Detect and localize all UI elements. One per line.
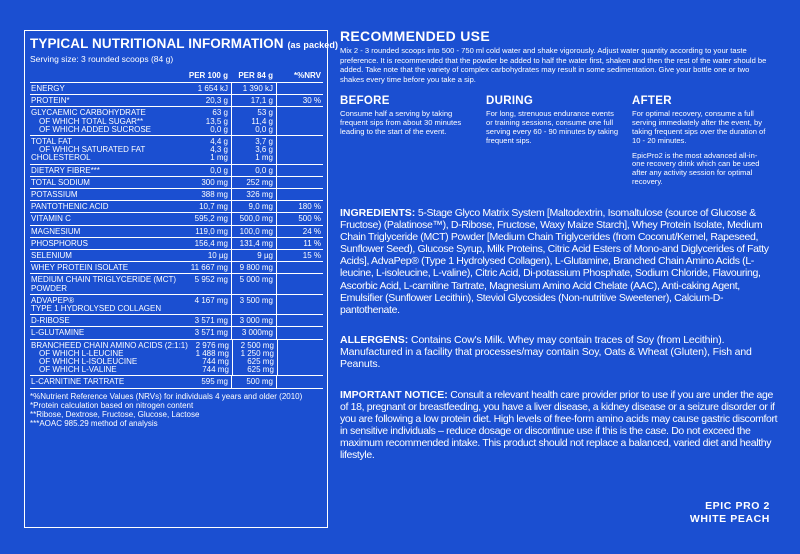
- serving-size: Serving size: 3 rounded scoops (84 g): [30, 54, 174, 64]
- value-per-serving: 100,0 mg: [239, 226, 273, 236]
- phase-text: For long, strenuous endurance events or training sessions, consume one full serving every 60 - 90 minutes by taking frequent sips.: [486, 109, 619, 145]
- nutrient-name: PHOSPHORUS: [31, 238, 88, 248]
- value-per-100g-cell: [187, 226, 231, 237]
- table-row: [30, 136, 323, 165]
- nutrient-name: BRANCHEED CHAIN AMINO ACIDS (2:1:1): [31, 340, 188, 350]
- product-flavour: WHITE PEACH: [689, 513, 770, 525]
- value-per-100g: 4,3 g: [210, 145, 228, 155]
- nutrient-name-cell: [30, 315, 187, 326]
- value-per-serving-cell: [231, 201, 276, 212]
- table-row: [30, 107, 323, 136]
- nutrient-name: ENERGY: [31, 84, 65, 93]
- value-nrv-cell: [276, 177, 323, 188]
- value-per-100g: 595,2 mg: [194, 214, 228, 224]
- value-per-serving: 500 mg: [246, 377, 273, 387]
- value-nrv: 24 %: [302, 226, 321, 236]
- table-row: [30, 327, 323, 339]
- allergens-block: [340, 334, 778, 370]
- nutrient-name-cell: [30, 327, 187, 338]
- value-per-serving-cell: [231, 250, 276, 261]
- table-row: [30, 274, 323, 294]
- phase-after: [632, 95, 778, 186]
- value-nrv: [277, 297, 321, 305]
- value-per-100g: 10 µg: [207, 251, 228, 261]
- value-per-100g: 5 952 mg: [194, 275, 228, 285]
- value-nrv: [277, 179, 321, 187]
- phase-text: For optimal recovery, consume a full serving immediately after the event, by taking frequent sips over the duration of 10 - 20 minutes.: [632, 109, 766, 145]
- value-nrv: 30 %: [302, 96, 321, 106]
- table-row: [30, 226, 323, 238]
- value-per-serving-cell: [231, 262, 276, 273]
- value-nrv-cell: [276, 165, 323, 176]
- value-per-serving: 625 mg: [247, 365, 274, 375]
- value-per-serving-cell: [231, 226, 276, 237]
- value-per-serving-cell: [231, 327, 276, 338]
- value-per-serving: 3,7 g: [255, 137, 273, 147]
- table-row: [30, 95, 323, 107]
- product-name: EPIC PRO 2: [705, 500, 770, 512]
- ingredients-label: INGREDIENTS:: [340, 207, 416, 219]
- nutrient-name: PROTEIN*: [31, 96, 70, 106]
- phase-before: [340, 95, 486, 186]
- value-nrv: [277, 118, 321, 126]
- value-per-100g: [187, 285, 228, 293]
- nutrient-name: TYPE 1 HYDROLYSED COLLAGEN: [31, 304, 162, 314]
- table-row: [30, 213, 323, 225]
- nutrient-name: PANTOTHENIC ACID: [31, 202, 109, 212]
- value-nrv-cell: [277, 340, 323, 376]
- table-row: [30, 315, 323, 327]
- value-per-serving: 5 000 mg: [239, 275, 273, 285]
- value-per-100g: 11 667 mg: [190, 263, 228, 273]
- value-nrv-cell: [276, 376, 323, 387]
- value-per-serving-cell: [231, 177, 276, 188]
- value-per-serving: 1 250 mg: [240, 348, 274, 358]
- value-per-100g-cell: [187, 201, 231, 212]
- nutrient-name: GLYCAEMIC CARBOHYDRATE: [31, 108, 146, 118]
- value-nrv-cell: [276, 95, 323, 106]
- nutrient-name: L-GLUTAMINE: [31, 328, 85, 338]
- value-per-100g-cell: [187, 83, 231, 94]
- nutrient-name: OF WHICH SATURATED FAT: [39, 145, 146, 155]
- table-row: [30, 250, 323, 262]
- value-per-100g: 388 mg: [201, 190, 228, 200]
- usage-phases: [340, 95, 780, 186]
- nutrient-name: OF WHICH L-ISOLEUCINE: [39, 357, 138, 367]
- nutrient-name-cell: [30, 295, 187, 314]
- notice-label: IMPORTANT NOTICE:: [340, 389, 448, 401]
- value-per-100g: 119,0 mg: [195, 226, 228, 236]
- table-header: [30, 69, 323, 83]
- phase-title: AFTER: [632, 95, 672, 108]
- nutrient-name-cell: [30, 189, 187, 200]
- value-per-serving: 2 500 mg: [240, 340, 274, 350]
- value-per-100g-cell: [187, 250, 231, 261]
- value-per-serving-cell: [231, 315, 276, 326]
- nutrient-name: CHOLESTEROL: [31, 153, 91, 163]
- value-per-serving-cell: [231, 274, 276, 293]
- nutrient-name: MEDIUM CHAIN TRIGLYCERIDE (MCT): [31, 275, 177, 285]
- value-nrv: [277, 146, 321, 154]
- product-name-block: [690, 500, 770, 526]
- value-nrv: [277, 285, 321, 293]
- nutrient-name: VITAMIN C: [31, 214, 71, 224]
- recommended-title: RECOMMENDED USE: [340, 28, 490, 44]
- value-per-100g-cell: [187, 95, 231, 106]
- allergens-label: ALLERGENS:: [340, 334, 409, 346]
- value-nrv-cell: [276, 295, 323, 314]
- nutrient-name: SELENIUM: [31, 251, 72, 261]
- phase-title: DURING: [486, 95, 534, 108]
- nutrient-name: D-RIBOSE: [31, 316, 70, 326]
- value-per-100g-cell: [187, 189, 231, 200]
- value-nrv-cell: [276, 136, 323, 164]
- value-nrv: [278, 366, 321, 374]
- value-per-100g: 1 654 kJ: [197, 84, 228, 93]
- nutrition-table-body: [30, 83, 323, 389]
- value-per-100g: 3 571 mg: [194, 316, 228, 326]
- table-row: [30, 238, 323, 250]
- value-per-100g-cell: [187, 262, 231, 273]
- value-per-100g-cell: [188, 340, 232, 376]
- value-per-100g: 10,7 mg: [199, 202, 228, 212]
- nutrient-name: MAGNESIUM: [31, 226, 81, 236]
- value-nrv: [277, 109, 321, 117]
- value-per-serving: 9 800 mg: [239, 263, 273, 273]
- nutrition-panel: [24, 30, 339, 528]
- value-nrv: [277, 317, 321, 325]
- phase-text: Consume half a serving by taking frequent sips from about 30 minutes leading to the start of the event.: [340, 109, 462, 136]
- nutrient-name-cell: [30, 226, 187, 237]
- value-nrv-cell: [276, 262, 323, 273]
- value-nrv: [277, 154, 321, 162]
- value-per-serving-cell: [231, 165, 276, 176]
- nutrient-name-cell: [30, 177, 187, 188]
- value-per-serving-cell: [231, 83, 276, 94]
- phase-title: BEFORE: [340, 95, 390, 108]
- ingredients-block: [340, 207, 778, 316]
- recommended-text: Mix 2 - 3 rounded scoops into 500 - 750 ml cold water and shake vigorously. Adjust water quantity according to your taste preference. It is recommended that the powder be added to half the water first, shaken and then the rest of the water should be added. Take note that the variety of complex carbohydrates may result in some sedimentation. Give your bottle one or two shakes every time before you take a sip.: [340, 46, 767, 84]
- value-per-serving: 500,0 mg: [239, 214, 273, 224]
- value-per-100g: 1 mg: [210, 153, 228, 163]
- nutrient-name-cell: [30, 83, 187, 94]
- nutrient-name-cell: [30, 262, 187, 273]
- nutrient-name-cell: [30, 238, 187, 249]
- nutrient-name: ADVAPEP®: [31, 295, 75, 305]
- value-per-100g: [187, 305, 228, 313]
- header-per-serving: PER 84 g: [238, 71, 273, 80]
- nutrient-name: POWDER: [31, 283, 67, 293]
- table-row: [30, 165, 323, 177]
- value-nrv: [277, 264, 321, 272]
- value-per-100g: 744 mg: [202, 357, 229, 367]
- nutrient-name: TOTAL SODIUM: [31, 177, 90, 187]
- value-per-100g-cell: [187, 315, 231, 326]
- nutrient-name-cell: [30, 136, 187, 164]
- value-per-serving-cell: [231, 213, 276, 224]
- nutrient-name-cell: [30, 107, 187, 135]
- value-per-100g: 4 167 mg: [194, 295, 228, 305]
- value-nrv-cell: [276, 83, 323, 94]
- value-nrv-cell: [276, 327, 323, 338]
- value-nrv: [277, 167, 321, 175]
- value-nrv-cell: [276, 201, 323, 212]
- value-nrv-cell: [276, 315, 323, 326]
- table-row: [30, 177, 323, 189]
- value-per-100g-cell: [187, 107, 231, 135]
- value-per-serving: 11,4 g: [251, 116, 273, 126]
- header-nrv: *%NRV: [294, 71, 321, 80]
- nutrient-name: WHEY PROTEIN ISOLATE: [31, 263, 129, 273]
- footnote: **Ribose, Dextrose, Fructose, Glucose, Lactose: [30, 410, 200, 420]
- nutrient-name: DIETARY FIBRE***: [31, 165, 100, 175]
- nutrient-name: OF WHICH L-VALINE: [39, 365, 117, 375]
- value-nrv: 15 %: [302, 251, 321, 261]
- value-nrv-cell: [276, 250, 323, 261]
- allergens-text: Contains Cow's Milk. Whey may contain traces of Soy (from Lecithin). Manufactured in a facility that processes/may contain Soy, Oats & Wheat (Gluten), Fish and Peanuts.: [340, 334, 752, 371]
- value-per-serving: 3 500 mg: [239, 295, 273, 305]
- phase-extra-text: EpicPro2 is the most advanced all-in-one recovery drink which can be used after any activity session for optimal recovery.: [632, 150, 760, 186]
- value-per-serving: 9 µg: [257, 251, 273, 261]
- value-nrv-cell: [276, 238, 323, 249]
- value-per-100g-cell: [187, 327, 231, 338]
- value-nrv: [277, 329, 321, 337]
- value-nrv-cell: [276, 274, 323, 293]
- nutrient-name: TOTAL FAT: [31, 137, 73, 147]
- value-per-serving: 3 000mg: [241, 328, 273, 338]
- value-per-serving: 625 mg: [247, 357, 274, 367]
- footnote: *Protein calculation based on nitrogen content: [30, 400, 194, 410]
- value-per-serving-cell: [231, 295, 276, 314]
- value-per-100g: 156,4 mg: [194, 238, 228, 248]
- value-nrv-cell: [276, 107, 323, 135]
- value-per-serving: 0,0 g: [255, 165, 273, 175]
- value-nrv: [277, 138, 321, 146]
- value-per-100g-cell: [187, 376, 231, 387]
- value-per-100g-cell: [187, 274, 231, 293]
- nutrient-name-cell: [30, 201, 187, 212]
- nutrient-name-cell: [30, 376, 187, 387]
- footnote: *%Nutrient Reference Values (NRVs) for individuals 4 years and older (2010): [30, 391, 303, 401]
- ingredients-text: 5-Stage Glyco Matrix System [Maltodextrin, Isomaltulose (source of Glucose & Fructose) (Palatinose™), D-Ribose, Fructose, Waxy Maize Starch], Whey Protein Isolate, Medium Chain Triglyceride (MCT) Powder [Medium Chain Triglycerides (from Coconut/Kernel, Rapeseed, Sunflower Seed), Glucose Syrup, Milk Proteins, Citric Acid Esters of Mono-and Diglycerides of Fatty Acids], AdvaPep® (Type 1 Hydrolysed Collagen), L-Glutamine, Branched Chain Amino Acids (L-leucine, L-isoleucine, L-valine), Citric Acid, Di-potassium Phosphate, Sodium Chloride, Flavouring, Ascorbic Acid, L-carnitine Tartrate, Magnesium Amino Acid Chelate (AAC), Anti-caking Agent, Emulsifier (Sunflower Lecithin), Steviol Glycosides (Non-nutritive Sweetener), Calcium-D-pantothenate.: [340, 207, 769, 316]
- header-per-100g: PER 100 g: [188, 71, 228, 80]
- value-nrv: [277, 276, 321, 284]
- notice-text: Consult a relevant health care provider prior to use if you are under the age of 18, pregnant or breastfeeding, you have a liver disease, a kidney disease or a seizure disorder or if you are following a low protein diet. High levels of free-form amino acids may cause gastric discomfort in sensitive individuals – reduce dosage or discontinue use if this is the case. Do not exceed the maximum recommended intake. This product should not replace a balanced, varied diet and healthy lifestyle.: [340, 389, 778, 462]
- value-per-serving: 53 g: [257, 108, 273, 118]
- value-nrv: [278, 358, 321, 366]
- value-per-serving: 252 mg: [246, 177, 273, 187]
- phase-during: [486, 95, 632, 186]
- value-nrv: [277, 126, 321, 134]
- value-per-100g-cell: [187, 165, 231, 176]
- nutrient-name: OF WHICH TOTAL SUGAR**: [39, 116, 144, 126]
- value-nrv: [277, 378, 321, 386]
- table-row: [30, 340, 323, 377]
- nutrient-name-cell: [30, 165, 187, 176]
- value-per-serving-cell: [231, 189, 276, 200]
- table-row: [30, 201, 323, 213]
- nutrient-name: POTASSIUM: [31, 190, 78, 200]
- important-notice-block: [340, 389, 778, 462]
- value-per-serving-cell: [231, 107, 276, 135]
- value-per-serving: 9,0 mg: [248, 202, 273, 212]
- header-name: [30, 71, 187, 80]
- value-per-100g: 300 mg: [201, 177, 228, 187]
- value-per-100g: 744 mg: [202, 365, 229, 375]
- value-nrv-cell: [276, 213, 323, 224]
- value-per-serving: 131,4 mg: [239, 238, 273, 248]
- value-per-100g-cell: [187, 238, 231, 249]
- footnotes: [30, 392, 323, 429]
- footnote: ***AOAC 985.29 method of analysis: [30, 419, 158, 429]
- value-nrv-cell: [276, 226, 323, 237]
- value-nrv: [277, 305, 321, 313]
- value-per-100g: 0,0 g: [210, 124, 228, 134]
- value-nrv: 11 %: [303, 238, 321, 248]
- panel-title: [30, 36, 339, 53]
- value-per-serving-cell: [232, 340, 277, 376]
- table-row: [30, 295, 323, 315]
- nutrient-name: OF WHICH L-LEUCINE: [39, 348, 124, 358]
- value-per-serving: 0,0 g: [255, 124, 273, 134]
- table-row: [30, 376, 323, 388]
- value-per-serving: [232, 305, 273, 313]
- value-nrv: 180 %: [298, 202, 321, 212]
- nutrient-name-cell: [30, 274, 187, 293]
- value-per-serving-cell: [231, 95, 276, 106]
- value-nrv-cell: [276, 189, 323, 200]
- value-per-100g: 3 571 mg: [194, 328, 228, 338]
- nutrient-name: OF WHICH ADDED SUCROSE: [39, 124, 152, 134]
- value-per-100g: 13,5 g: [205, 116, 228, 126]
- nutrient-name-cell: [30, 250, 187, 261]
- value-per-serving: 1 390 kJ: [242, 84, 273, 93]
- recommended-use-section: [340, 28, 780, 187]
- table-row: [30, 83, 323, 95]
- value-per-100g-cell: [187, 213, 231, 224]
- value-per-serving: 1 mg: [255, 153, 273, 163]
- value-nrv: [278, 350, 321, 358]
- panel-title-note: (as packed): [287, 40, 339, 50]
- value-per-100g: 2 976 mg: [195, 340, 229, 350]
- table-row: [30, 189, 323, 201]
- value-per-serving: 326 mg: [246, 190, 273, 200]
- value-nrv: [278, 342, 321, 350]
- value-per-100g: 0,0 g: [210, 165, 228, 175]
- value-per-100g: 1 488 mg: [195, 348, 229, 358]
- value-per-serving-cell: [231, 136, 276, 164]
- value-per-serving-cell: [231, 238, 276, 249]
- panel-title-text: TYPICAL NUTRITIONAL INFORMATION: [30, 36, 284, 51]
- nutrient-name-cell: [30, 340, 188, 376]
- value-per-serving: 3,6 g: [255, 145, 273, 155]
- table-row: [30, 262, 323, 274]
- value-per-serving-cell: [231, 376, 276, 387]
- nutrient-name-cell: [30, 95, 187, 106]
- value-nrv: [277, 85, 321, 93]
- value-per-100g-cell: [187, 295, 231, 314]
- nutrient-name: L-CARNITINE TARTRATE: [31, 377, 125, 387]
- value-per-100g: 63 g: [212, 108, 228, 118]
- nutrient-name-cell: [30, 213, 187, 224]
- value-per-100g-cell: [187, 177, 231, 188]
- value-nrv: [277, 191, 321, 199]
- value-per-100g: 4,4 g: [210, 137, 228, 147]
- value-per-serving: [232, 285, 273, 293]
- value-per-100g: 20,3 g: [205, 96, 228, 106]
- value-per-100g-cell: [187, 136, 231, 164]
- value-per-serving: 3 000 mg: [239, 316, 273, 326]
- value-nrv: 500 %: [298, 214, 321, 224]
- value-per-100g: 595 mg: [201, 377, 228, 387]
- value-per-serving: 17,1 g: [250, 96, 273, 106]
